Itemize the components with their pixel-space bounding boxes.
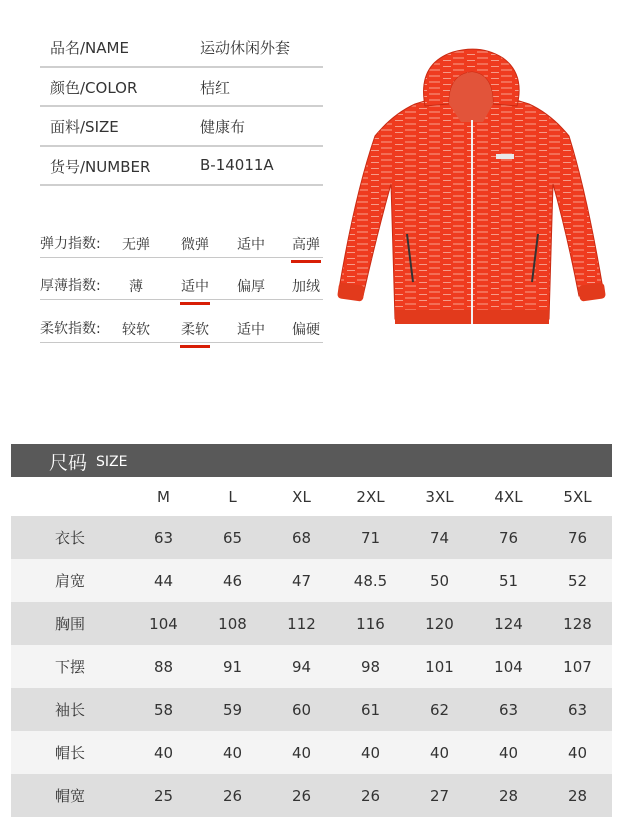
table-cell: 68: [267, 516, 336, 559]
table-cell: 50: [405, 559, 474, 602]
elasticity-index: [40, 226, 323, 258]
table-cell: 91: [198, 645, 267, 688]
index-option: 加绒: [292, 279, 320, 295]
table-cell: 26: [267, 774, 336, 817]
table-cell: 40: [129, 731, 198, 774]
info-value: 健康布: [200, 118, 246, 136]
table-row: [11, 559, 612, 602]
table-cell: 63: [543, 688, 612, 731]
table-cell: 44: [129, 559, 198, 602]
table-row: [11, 602, 612, 645]
info-value: 桔红: [200, 78, 231, 97]
size-title-en: SIZE: [96, 454, 128, 470]
table-cell: 60: [267, 688, 336, 731]
index-option: 偏硬: [292, 322, 320, 338]
index-option-selected: 高弹: [283, 234, 329, 254]
row-label: 帽宽: [11, 774, 129, 817]
table-cell: 28: [543, 774, 612, 817]
table-cell: 51: [474, 559, 543, 602]
size-header-row: [11, 477, 612, 516]
table-cell: 76: [474, 516, 543, 559]
table-cell: 108: [198, 602, 267, 645]
table-row: [11, 688, 612, 731]
table-cell: 40: [336, 731, 405, 774]
table-cell: 46: [198, 559, 267, 602]
info-row-number: [40, 147, 323, 187]
table-cell: 47: [267, 559, 336, 602]
product-info: [40, 28, 323, 186]
info-value: 运动休闲外套: [200, 39, 291, 57]
table-cell: 59: [198, 688, 267, 731]
index-option: 偏厚: [237, 279, 265, 295]
size-column-header: 4XL: [474, 477, 543, 516]
size-column-header: 5XL: [543, 477, 612, 516]
size-column-header: M: [129, 477, 198, 516]
size-column-header: 3XL: [405, 477, 474, 516]
table-cell: 76: [543, 516, 612, 559]
size-column-header: L: [198, 477, 267, 516]
table-cell: 104: [129, 602, 198, 645]
size-column-header: XL: [267, 477, 336, 516]
table-cell: 48.5: [336, 559, 405, 602]
table-cell: 104: [474, 645, 543, 688]
table-cell: 40: [405, 731, 474, 774]
index-label: 厚薄指数:: [40, 278, 101, 294]
table-cell: 40: [198, 731, 267, 774]
table-cell: 116: [336, 602, 405, 645]
row-label: 帽长: [11, 731, 129, 774]
row-label: 胸围: [11, 602, 129, 645]
index-option-selected: 柔软: [172, 319, 218, 339]
table-cell: 58: [129, 688, 198, 731]
table-cell: 26: [198, 774, 267, 817]
index-label: 柔软指数:: [40, 321, 101, 337]
table-cell: 26: [336, 774, 405, 817]
table-cell: 25: [129, 774, 198, 817]
index-option: 适中: [237, 322, 265, 338]
table-cell: 63: [129, 516, 198, 559]
table-cell: 71: [336, 516, 405, 559]
corner-cell: [11, 477, 129, 516]
table-cell: 88: [129, 645, 198, 688]
index-option-selected: 适中: [172, 276, 218, 296]
table-cell: 65: [198, 516, 267, 559]
table-row: [11, 645, 612, 688]
index-option: 无弹: [122, 237, 150, 253]
table-cell: 124: [474, 602, 543, 645]
table-cell: 94: [267, 645, 336, 688]
row-label: 下摆: [11, 645, 129, 688]
thickness-index: [40, 268, 323, 300]
table-cell: 101: [405, 645, 474, 688]
info-label: 面料/SIZE: [50, 118, 119, 136]
table-cell: 62: [405, 688, 474, 731]
table-row: [11, 731, 612, 774]
row-label: 袖长: [11, 688, 129, 731]
index-option: 薄: [129, 279, 143, 295]
table-cell: 128: [543, 602, 612, 645]
size-table: [11, 477, 612, 817]
table-row: [11, 516, 612, 559]
index-option: 适中: [237, 237, 265, 253]
size-table-header: [11, 444, 612, 477]
table-cell: 120: [405, 602, 474, 645]
table-cell: 63: [474, 688, 543, 731]
table-cell: 28: [474, 774, 543, 817]
info-label: 货号/NUMBER: [50, 157, 151, 176]
info-label: 品名/NAME: [50, 39, 129, 57]
size-title-zh: 尺码: [49, 452, 88, 474]
jacket-image: [333, 44, 610, 329]
table-cell: 27: [405, 774, 474, 817]
table-cell: 40: [267, 731, 336, 774]
info-label: 颜色/COLOR: [50, 78, 138, 97]
table-cell: 112: [267, 602, 336, 645]
size-column-header: 2XL: [336, 477, 405, 516]
index-label: 弹力指数:: [40, 236, 101, 252]
row-label: 肩宽: [11, 559, 129, 602]
table-cell: 107: [543, 645, 612, 688]
index-option: 微弹: [181, 237, 209, 253]
info-row-name: [40, 28, 323, 68]
info-row-fabric: [40, 107, 323, 147]
softness-index: [40, 311, 323, 343]
index-option: 较软: [122, 322, 150, 338]
table-cell: 40: [543, 731, 612, 774]
table-cell: 40: [474, 731, 543, 774]
table-cell: 52: [543, 559, 612, 602]
table-cell: 98: [336, 645, 405, 688]
table-row: [11, 774, 612, 817]
table-cell: 74: [405, 516, 474, 559]
info-value: B-14011A: [200, 155, 274, 174]
info-row-color: [40, 68, 323, 108]
row-label: 衣长: [11, 516, 129, 559]
table-cell: 61: [336, 688, 405, 731]
